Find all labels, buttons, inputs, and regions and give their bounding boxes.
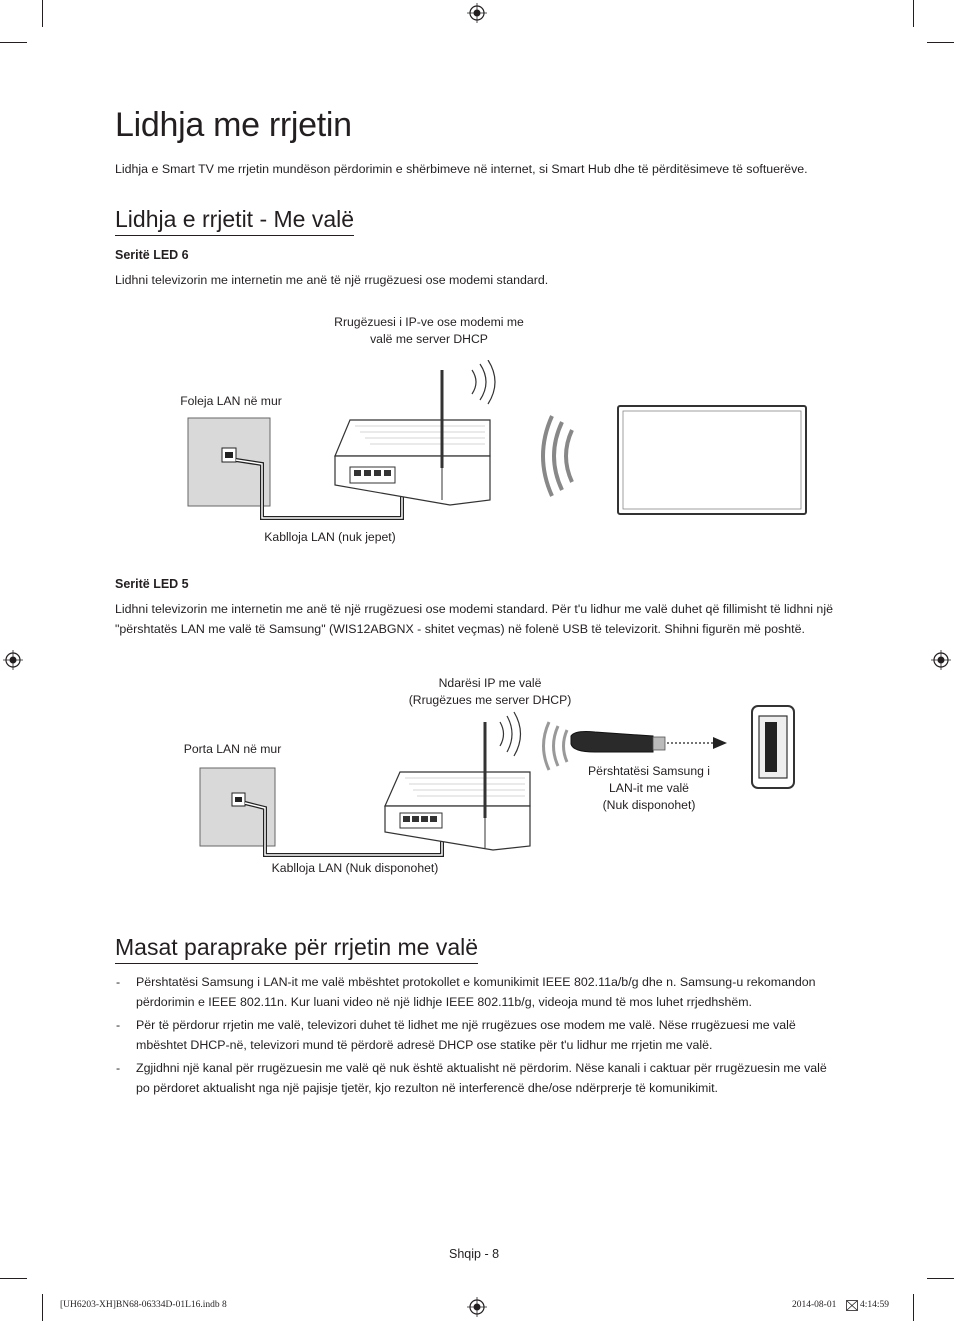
section-heading-wireless — [115, 206, 354, 236]
led5-text: Lidhni televizorin me internetin me anë të një rrugëzuesi ose modemi standard. Për t'u lidhur me valë duhet që fillimisht të lidhni një "përshtatës LAN me valë të Samsung" (WIS12ABGNX - shitet veçmas) në folenë USB të televizorit. Shihni figurën më poshtë. — [115, 602, 833, 636]
wifi-waves-icon — [472, 360, 495, 404]
crop-mark — [927, 1278, 954, 1279]
adapter-label-line-1: Përshtatësi Samsung i — [588, 764, 710, 778]
led6-heading: Seritë LED 6 — [115, 248, 189, 262]
led6-network-diagram — [180, 360, 820, 530]
intro-text: Lidhja e Smart TV me rrjetin mundëson përdorimin e shërbimeve në internet, si Smart Hub dhe të përditësimeve të softuerëve. — [115, 162, 808, 176]
crop-mark — [42, 1294, 43, 1321]
crop-mark — [0, 42, 27, 43]
bullet-marker: - — [116, 1061, 121, 1075]
registration-mark-icon — [467, 1297, 487, 1317]
crop-mark — [913, 0, 914, 27]
section-heading-precautions — [115, 934, 478, 964]
led5-heading: Seritë LED 5 — [115, 577, 189, 591]
list-item: - Zgjidhni një kanal për rrugëzuesin me valë që nuk është aktualisht në përdorim. Nëse kanali i caktuar për rrugëzuesin me valë po përdoret aktualisht nga një pajisje tjetër, kjo rezulton në interferencë dhe/ose ndërprerje të komunikimit. — [116, 1061, 827, 1095]
adapter-label-line-3: (Nuk disponohet) — [602, 798, 696, 812]
precautions-list — [116, 973, 836, 1102]
led5-network-diagram — [195, 700, 805, 860]
page-number: Shqip - 8 — [449, 1247, 500, 1261]
registration-mark-icon — [467, 3, 487, 23]
registration-mark-icon — [931, 650, 951, 670]
crop-mark — [42, 0, 43, 27]
wifi-waves-icon — [544, 722, 568, 770]
crop-mark — [927, 42, 954, 43]
list-item: - Për të përdorur rrjetin me valë, televizori duhet të lidhet me një rrugëzues ose modem me valë. Nëse rrugëzuesi me valë mbështet DHCP-në, televizori mund të përdorë adresë DHCP ose statike për t'u lidhur me rrjetin me valë. — [116, 1018, 796, 1052]
wifi-waves-icon — [543, 416, 572, 496]
crop-mark — [913, 1294, 914, 1321]
router-label-line-2: (Rrugëzues me server DHCP) — [408, 693, 572, 707]
section-heading-text: Masat paraprake për rrjetin me valë — [115, 934, 478, 964]
clock-glyph-icon — [846, 1300, 858, 1311]
led6-text: Lidhni televizorin me internetin me anë të një rrugëzuesi ose modemi standard. — [115, 273, 549, 287]
adapter-label-line-2: LAN-it me valë — [609, 781, 689, 795]
footer-file: [UH6203-XH]BN68-06334D-01L16.indb 8 — [60, 1300, 227, 1310]
list-item: - Përshtatësi Samsung i LAN-it me valë mbështet protokollet e komunikimit IEEE 802.11a/b/g dhe n. Samsung-u rekomandon përdorimin e IEEE 802.11n. Kur luani video në një lidhje IEEE 802.11b/g, videoja mund të mos luhet rrjedhshëm. — [116, 975, 816, 1009]
router-icon — [335, 370, 490, 505]
wall-lan-label: Porta LAN në mur — [183, 742, 282, 756]
bullet-marker: - — [116, 1018, 121, 1032]
router-icon — [385, 722, 530, 850]
cable-label: Kablloja LAN (Nuk disponohet) — [271, 861, 439, 875]
wall-lan-label: Foleja LAN në mur — [180, 394, 282, 408]
router-label-line-2: valë me server DHCP — [370, 332, 488, 346]
router-label-line-1: Rrugëzuesi i IP-ve ose modemi me — [334, 315, 524, 329]
footer-time: 4:14:59 — [860, 1300, 890, 1310]
usb-port-icon — [752, 706, 794, 788]
page-title: Lidhja me rrjetin — [115, 106, 352, 144]
tv-icon — [618, 406, 806, 514]
section-heading-text: Lidhja e rrjetit - Me valë — [115, 206, 354, 236]
bullet-marker: - — [116, 975, 121, 989]
wifi-waves-icon — [500, 712, 521, 756]
router-label-line-1: Ndarësi IP me valë — [438, 676, 542, 690]
registration-mark-icon — [3, 650, 23, 670]
footer-date: 2014-08-01 — [792, 1300, 837, 1310]
crop-mark — [0, 1278, 27, 1279]
cable-label: Kablloja LAN (nuk jepet) — [264, 530, 396, 544]
wireless-adapter-icon — [571, 732, 727, 753]
